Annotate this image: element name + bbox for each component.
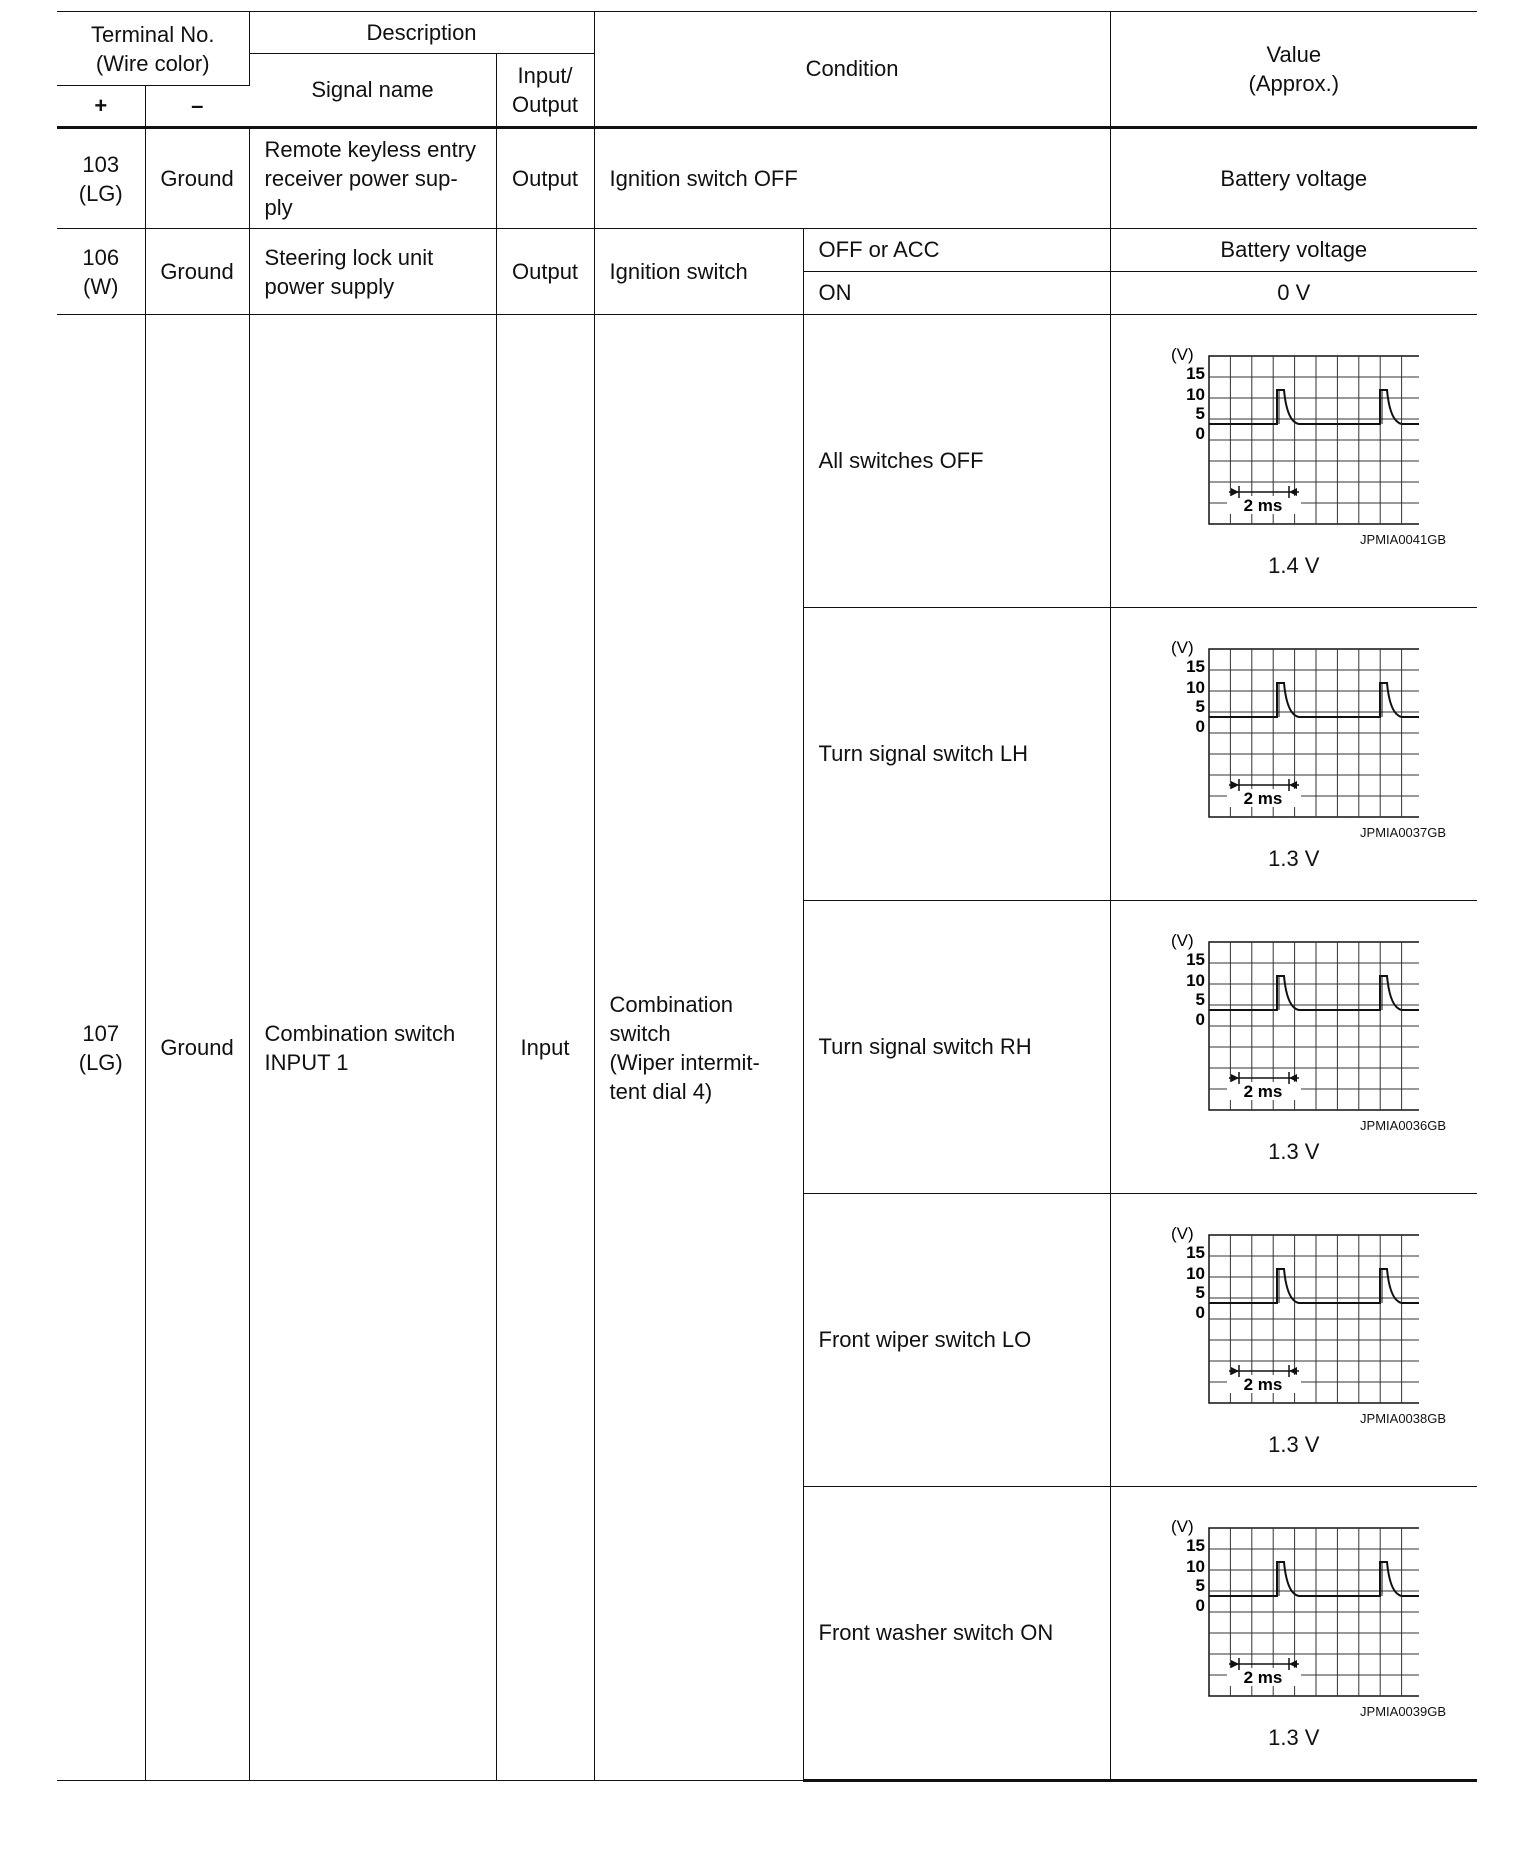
waveform-cell (1110, 1487, 1477, 1781)
terminal-no-label: Terminal No. (91, 21, 215, 47)
y-tick-label: 10 (1185, 677, 1205, 697)
y-tick-label: 15 (1185, 363, 1205, 383)
signal-line: Remote keyless entry (264, 137, 477, 162)
time-scale-label: 2 ms (1243, 1081, 1283, 1101)
table-row (57, 315, 1477, 608)
terminal-no-header (57, 12, 249, 86)
y-tick-label: 5 (1195, 403, 1205, 423)
condition-cell (594, 315, 803, 1781)
plus-header: + (57, 86, 145, 128)
signal-line: INPUT 1 (264, 1049, 349, 1075)
y-tick-label: 10 (1185, 384, 1205, 404)
io-label-output: Output (512, 92, 579, 117)
time-scale-label: 2 ms (1243, 1667, 1283, 1687)
signal-line: ply (264, 195, 293, 220)
y-tick-label: 15 (1185, 1242, 1205, 1262)
waveform-graph (1169, 637, 1419, 827)
waveform-graph (1169, 1223, 1419, 1413)
signal-line: receiver power sup- (264, 166, 458, 191)
terminal-cell (57, 315, 145, 1781)
volt-unit-label: (V) (1170, 1223, 1194, 1243)
io-cell: Output (496, 229, 594, 315)
y-tick-label: 10 (1185, 1556, 1205, 1576)
y-tick-label: 0 (1195, 716, 1205, 736)
value-label: Value (1266, 42, 1322, 67)
wire-color: (LG) (78, 1049, 123, 1075)
y-tick-label: 5 (1195, 989, 1205, 1009)
signal-name-cell (249, 229, 496, 315)
terminal-number: 103 (82, 151, 120, 177)
volt-unit-label: (V) (1170, 344, 1194, 364)
y-tick-label: 15 (1185, 1535, 1205, 1555)
waveform-graph (1169, 1516, 1419, 1706)
subcondition-cell: All switches OFF (803, 315, 1110, 608)
value-reading: 1.3 V (1268, 845, 1320, 871)
signal-name-header: Signal name (249, 54, 496, 128)
ground-cell: Ground (145, 229, 249, 315)
volt-unit-label: (V) (1170, 930, 1194, 950)
table-row (57, 128, 1477, 229)
y-tick-label: 10 (1185, 970, 1205, 990)
time-scale-label: 2 ms (1243, 495, 1283, 515)
terminal-cell (57, 229, 145, 315)
value-reading: 1.3 V (1268, 1724, 1320, 1750)
y-tick-label: 5 (1195, 696, 1205, 716)
figure-code: JPMIA0041GB (1360, 531, 1447, 547)
terminal-spec-table (57, 11, 1477, 1782)
y-tick-label: 15 (1185, 949, 1205, 969)
terminal-cell (57, 128, 145, 229)
minus-header: – (145, 86, 249, 128)
condition-line: switch (609, 1020, 671, 1046)
subcondition-cell: Turn signal switch LH (803, 608, 1110, 901)
figure-code: JPMIA0036GB (1360, 1117, 1447, 1133)
y-tick-label: 0 (1195, 1009, 1205, 1029)
value-header (1110, 12, 1477, 128)
table-row (57, 229, 1477, 272)
y-tick-label: 10 (1185, 1263, 1205, 1283)
terminal-number: 107 (82, 1020, 120, 1046)
subcondition-cell: Turn signal switch RH (803, 901, 1110, 1194)
io-header (496, 54, 594, 128)
condition-line: (Wiper intermit- (609, 1049, 760, 1075)
condition-line: Combination (609, 991, 734, 1017)
wire-color: (LG) (78, 180, 123, 206)
ground-cell: Ground (145, 128, 249, 229)
signal-line: Combination switch (264, 1020, 456, 1046)
value-reading: 1.4 V (1268, 552, 1320, 578)
y-tick-label: 5 (1195, 1282, 1205, 1302)
signal-line: power supply (264, 273, 395, 299)
terminal-number: 106 (82, 244, 120, 270)
subcondition-cell: ON (803, 272, 1110, 315)
waveform-graph (1169, 344, 1419, 534)
subcondition-cell: OFF or ACC (803, 229, 1110, 272)
io-cell: Output (496, 128, 594, 229)
y-tick-label: 0 (1195, 423, 1205, 443)
figure-code: JPMIA0037GB (1360, 824, 1447, 840)
figure-code: JPMIA0038GB (1360, 1410, 1447, 1426)
subcondition-cell: Front washer switch ON (803, 1487, 1110, 1781)
waveform-graph (1169, 930, 1419, 1120)
volt-unit-label: (V) (1170, 1516, 1194, 1536)
signal-name-cell (249, 315, 496, 1781)
value-cell: 0 V (1110, 272, 1477, 315)
subcondition-cell: Front wiper switch LO (803, 1194, 1110, 1487)
description-header: Description (249, 12, 594, 54)
waveform-cell (1110, 315, 1477, 608)
waveform-cell (1110, 608, 1477, 901)
signal-name-cell (249, 128, 496, 229)
value-cell: Battery voltage (1110, 128, 1477, 229)
wire-color: (W) (83, 273, 119, 299)
y-tick-label: 0 (1195, 1595, 1205, 1615)
figure-code: JPMIA0039GB (1360, 1703, 1447, 1719)
volt-unit-label: (V) (1170, 637, 1194, 657)
condition-header: Condition (594, 12, 1110, 128)
condition-cell: Ignition switch OFF (594, 128, 1110, 229)
y-tick-label: 15 (1185, 656, 1205, 676)
value-reading: 1.3 V (1268, 1431, 1320, 1457)
y-tick-label: 5 (1195, 1575, 1205, 1595)
approx-label: (Approx.) (1248, 71, 1340, 96)
value-reading: 1.3 V (1268, 1138, 1320, 1164)
value-cell: Battery voltage (1110, 229, 1477, 272)
condition-line: tent dial 4) (609, 1078, 713, 1104)
condition-cell: Ignition switch (594, 229, 803, 315)
waveform-cell (1110, 1194, 1477, 1487)
waveform-cell (1110, 901, 1477, 1194)
y-tick-label: 0 (1195, 1302, 1205, 1322)
signal-line: Steering lock unit (264, 244, 434, 270)
time-scale-label: 2 ms (1243, 788, 1283, 808)
ground-cell: Ground (145, 315, 249, 1781)
time-scale-label: 2 ms (1243, 1374, 1283, 1394)
io-cell: Input (496, 315, 594, 1781)
wire-color-label: (Wire color) (95, 50, 210, 76)
io-label-input: Input/ (517, 63, 573, 88)
